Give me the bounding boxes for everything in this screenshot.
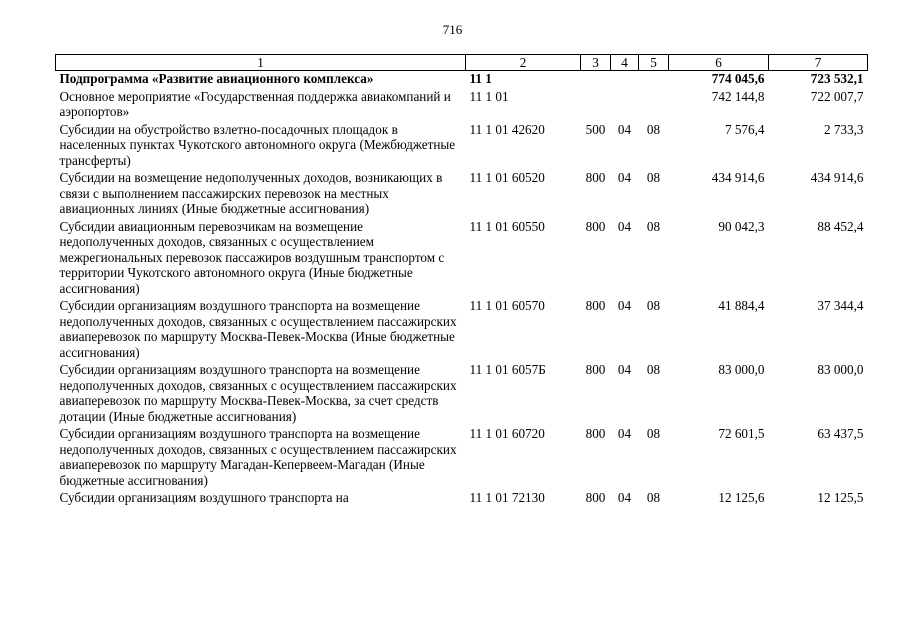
row-section: 04 xyxy=(617,170,632,185)
row-expense-type: 800 xyxy=(585,170,606,185)
table-row xyxy=(56,122,868,171)
row-amount-2: 723 532,1 xyxy=(810,71,864,86)
row-expense-type: 800 xyxy=(585,490,606,505)
header-col-6: 6 xyxy=(669,55,769,71)
row-amount-2: 83 000,0 xyxy=(817,362,864,377)
header-col-7: 7 xyxy=(769,55,868,71)
row-name: Основное мероприятие «Государственная поддержка авиакомпаний и аэропортов» xyxy=(59,88,451,119)
table-row xyxy=(56,490,868,508)
page-number: 716 xyxy=(442,22,463,37)
row-code: 11 1 01 72130 xyxy=(469,490,545,505)
row-amount-2: 434 914,6 xyxy=(810,170,864,185)
table-row xyxy=(56,71,868,89)
header-col-5: 5 xyxy=(639,55,669,71)
row-subsection xyxy=(639,71,669,89)
row-amount-1: 12 125,6 xyxy=(718,490,765,505)
row-expense-type: 500 xyxy=(585,121,606,137)
row-name: Субсидии авиационным перевозчикам на возмещение недополученных доходов, связанных с осуществлением межрегиональных перевозок пассажиров воздушным транспортом с территории Чукотского автономного округа (Иные бюджетные ассигнования) xyxy=(59,218,445,296)
row-subsection: 08 xyxy=(646,426,661,441)
row-amount-1: 83 000,0 xyxy=(718,362,765,377)
row-code: 11 1 01 6057Б xyxy=(469,362,546,377)
row-section xyxy=(611,89,639,122)
row-code: 11 1 01 42620 xyxy=(469,121,545,137)
row-name: Субсидии организациям воздушного транспорта на возмещение недополученных доходов, связанных с осуществлением пассажирских авиаперевозок по маршруту Москва-Певек-Москва, за счет средств дотации (Иные бюджетные ассигнования) xyxy=(59,362,457,424)
row-amount-2: 2 733,3 xyxy=(823,121,864,137)
row-code: 11 1 01 xyxy=(469,88,509,104)
row-code: 11 1 01 60720 xyxy=(469,426,545,441)
table-row xyxy=(56,362,868,426)
row-amount-1: 41 884,4 xyxy=(718,298,765,313)
row-amount-1: 434 914,6 xyxy=(711,170,765,185)
row-expense-type: 800 xyxy=(585,218,606,234)
row-section: 04 xyxy=(617,490,632,505)
header-col-3: 3 xyxy=(581,55,611,71)
row-name: Субсидии организациям воздушного транспорта на возмещение недополученных доходов, связанных с осуществлением пассажирских авиаперевозок по маршруту Москва-Певек-Москва (Иные бюджетные ассигнования) xyxy=(59,298,457,360)
table-body xyxy=(56,71,868,508)
row-code: 11 1 01 60520 xyxy=(469,170,545,185)
row-section: 04 xyxy=(617,121,632,137)
row-subsection: 08 xyxy=(646,362,661,377)
header-col-4: 4 xyxy=(611,55,639,71)
row-amount-1: 742 144,8 xyxy=(711,88,765,104)
table-row xyxy=(56,89,868,122)
row-section: 04 xyxy=(617,426,632,441)
header-col-1: 1 xyxy=(56,55,466,71)
row-subsection: 08 xyxy=(646,121,661,137)
row-subsection: 08 xyxy=(646,298,661,313)
row-subsection: 08 xyxy=(646,218,661,234)
row-subsection: 08 xyxy=(646,170,661,185)
header-row xyxy=(56,55,868,71)
row-amount-1: 90 042,3 xyxy=(718,218,765,234)
row-name: Подпрограмма «Развитие авиационного комплекса» xyxy=(59,71,374,86)
row-expense-type xyxy=(581,71,611,89)
row-expense-type: 800 xyxy=(585,426,606,441)
row-section: 04 xyxy=(617,298,632,313)
row-section: 04 xyxy=(617,362,632,377)
row-code: 11 1 01 60570 xyxy=(469,298,545,313)
row-amount-2: 37 344,4 xyxy=(817,298,864,313)
row-expense-type: 800 xyxy=(585,362,606,377)
table-row xyxy=(56,426,868,490)
row-expense-type: 800 xyxy=(585,298,606,313)
row-subsection xyxy=(639,89,669,122)
table-row xyxy=(56,219,868,299)
row-expense-type xyxy=(581,89,611,122)
budget-table xyxy=(55,54,868,508)
row-name: Субсидии на обустройство взлетно-посадочных площадок в населенных пунктах Чукотского автономного округа (Межбюджетные трансферты) xyxy=(59,121,456,168)
row-section: 04 xyxy=(617,218,632,234)
row-amount-2: 88 452,4 xyxy=(817,218,864,234)
row-subsection: 08 xyxy=(646,490,661,505)
row-code: 11 1 01 60550 xyxy=(469,218,545,234)
table-row xyxy=(56,170,868,219)
row-amount-1: 774 045,6 xyxy=(711,71,765,86)
header-col-2: 2 xyxy=(466,55,581,71)
row-name: Субсидии организациям воздушного транспорта на xyxy=(59,490,349,505)
row-amount-2: 63 437,5 xyxy=(817,426,864,441)
row-amount-2: 12 125,5 xyxy=(817,490,864,505)
row-name: Субсидии на возмещение недополученных доходов, возникающих в связи с выполнением пассажирских перевозок на местных авиационных линиях (Иные бюджетные ассигнования) xyxy=(59,170,443,216)
row-code: 11 1 xyxy=(469,71,492,86)
table-row xyxy=(56,298,868,362)
row-amount-1: 7 576,4 xyxy=(724,121,765,137)
row-section xyxy=(611,71,639,89)
row-name: Субсидии организациям воздушного транспорта на возмещение недополученных доходов, связанных с осуществлением пассажирских авиаперевозок по маршруту Магадан-Кепервеем-Магадан (Иные бюджетные ассигнования) xyxy=(59,426,457,488)
row-amount-1: 72 601,5 xyxy=(718,426,765,441)
row-amount-2: 722 007,7 xyxy=(810,88,864,104)
